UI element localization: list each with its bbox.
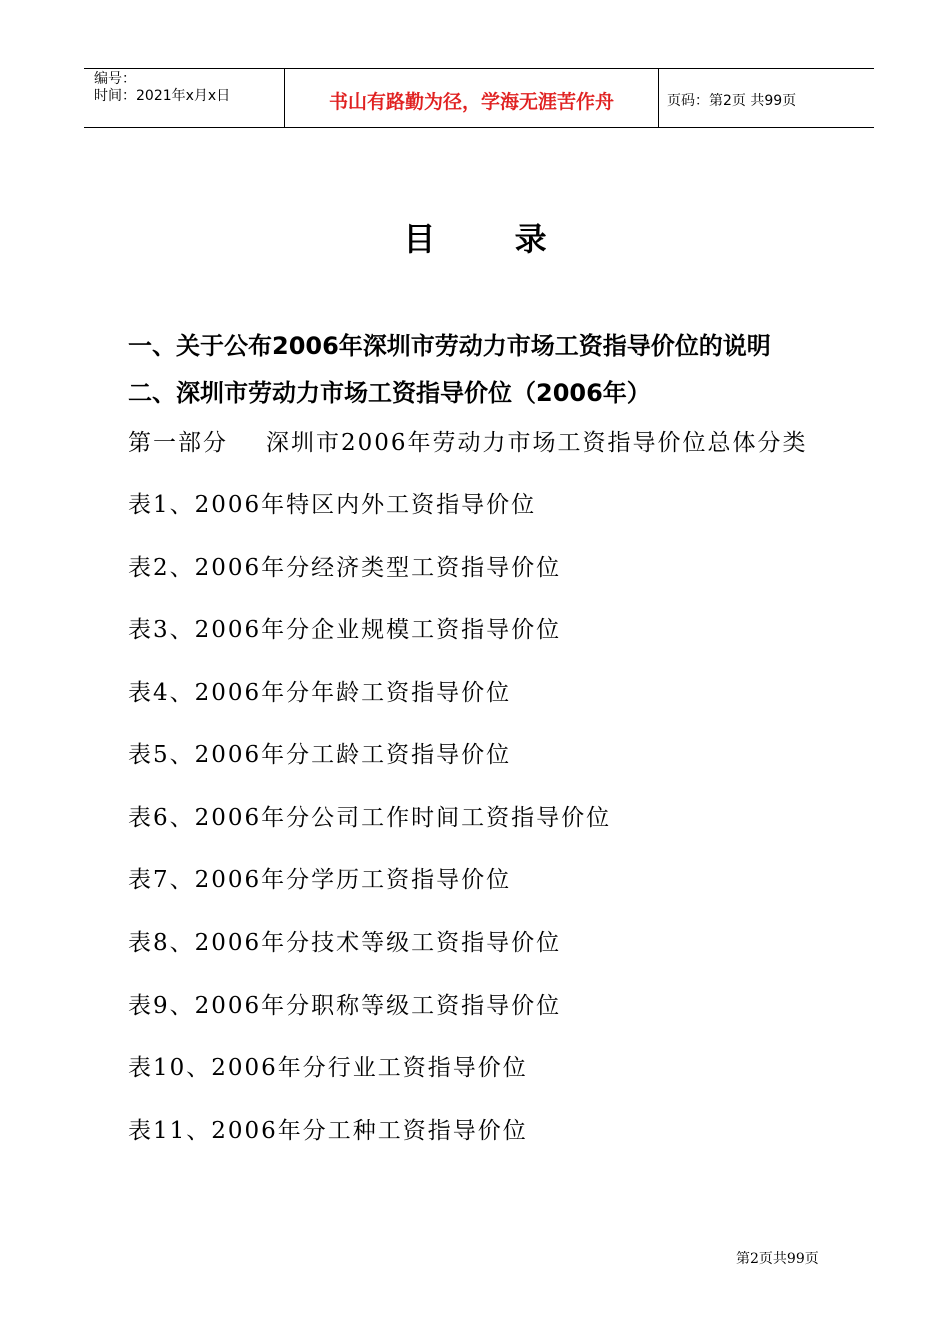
page-header <box>84 68 874 128</box>
toc-heading-2[interactable]: 二、深圳市劳动力市场工资指导价位（2006年） <box>128 379 651 407</box>
toc-part-1[interactable] <box>128 424 808 457</box>
toc-item[interactable]: 表11、2006年分工种工资指导价位 <box>128 1118 528 1144</box>
header-time: 时间：2021年x月x日 <box>94 88 231 104</box>
toc-heading-1[interactable]: 一、关于公布2006年深圳市劳动力市场工资指导价位的说明 <box>128 332 771 360</box>
toc-item[interactable]: 表8、2006年分技术等级工资指导价位 <box>128 930 562 956</box>
page-title: 目 录 <box>403 220 581 258</box>
header-number: 编号： <box>94 71 136 87</box>
toc-item[interactable]: 表1、2006年特区内外工资指导价位 <box>128 492 537 518</box>
toc-item[interactable]: 表9、2006年分职称等级工资指导价位 <box>128 993 562 1019</box>
toc-item[interactable]: 表2、2006年分经济类型工资指导价位 <box>128 555 562 581</box>
toc-item[interactable]: 表3、2006年分企业规模工资指导价位 <box>128 617 562 643</box>
header-meta <box>84 69 285 127</box>
toc-item[interactable]: 表5、2006年分工龄工资指导价位 <box>128 742 512 768</box>
toc-item[interactable]: 表10、2006年分行业工资指导价位 <box>128 1055 528 1081</box>
toc-item[interactable]: 表7、2006年分学历工资指导价位 <box>128 867 512 893</box>
page-footer: 第2页共99页 <box>736 1251 819 1267</box>
toc-part-label: 第一部分 <box>128 430 228 456</box>
toc-item[interactable]: 表4、2006年分年龄工资指导价位 <box>128 680 512 706</box>
toc-part-text: 深圳市2006年劳动力市场工资指导价位总体分类 <box>266 430 808 456</box>
toc-item[interactable]: 表6、2006年分公司工作时间工资指导价位 <box>128 805 612 831</box>
header-page-info: 页码：第2页 共99页 <box>667 93 797 109</box>
header-motto: 书山有路勤为径，学海无涯苦作舟 <box>285 69 659 127</box>
